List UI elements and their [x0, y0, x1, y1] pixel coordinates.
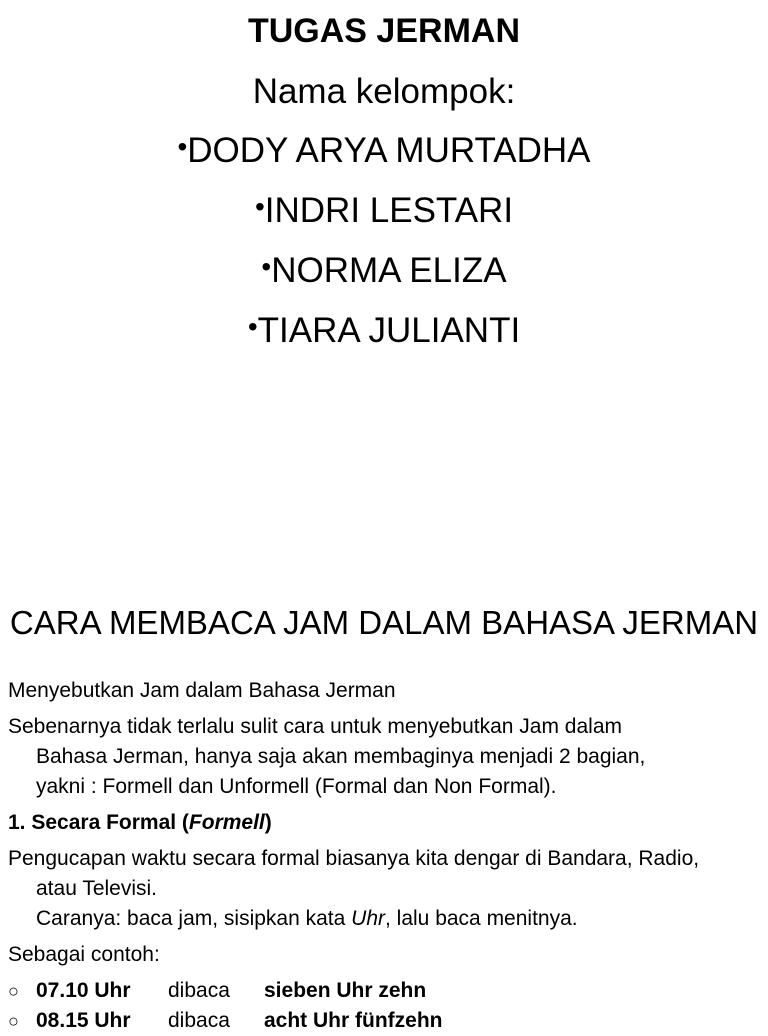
text-line: Bahasa Jerman, hanya saja akan membaginya menjadi 2 bagian, [36, 745, 646, 768]
group-label: Nama kelompok: [252, 72, 516, 111]
member-name: NORMA ELIZA [271, 251, 507, 290]
member-item [0, 191, 768, 231]
paragraph-explanation [8, 712, 764, 802]
slide-title: CARA MEMBACA JAM DALAM BAHASA JERMAN [9, 604, 759, 641]
member-name: DODY ARYA MURTADHA [187, 131, 591, 170]
example-read-label: dibaca [168, 979, 230, 1002]
circle-bullet-icon: ○ [8, 1011, 19, 1031]
member-item [0, 131, 768, 171]
bullet-icon: • [261, 251, 272, 282]
example-words: acht Uhr fünfzehn [264, 1009, 443, 1032]
section-heading [8, 808, 764, 838]
heading-emphasis: Formell [188, 811, 265, 834]
text-emphasis: Uhr [351, 907, 385, 930]
example-row [8, 976, 764, 1006]
member-name: INDRI LESTARI [264, 191, 514, 230]
text-line: atau Televisi. [36, 877, 158, 900]
text-line [8, 904, 764, 934]
text-span: , lalu baca menitnya. [385, 907, 578, 930]
heading-text-end: ) [264, 811, 272, 834]
slide-body [8, 676, 764, 1036]
paragraph-example-intro: Sebagai contoh: [8, 943, 160, 966]
slide-title: TUGAS JERMAN [247, 12, 521, 50]
bullet-icon: • [247, 311, 258, 342]
example-time: 08.15 Uhr [36, 1009, 131, 1032]
paragraph-intro: Menyebutkan Jam dalam Bahasa Jerman [8, 679, 396, 702]
example-time: 07.10 Uhr [36, 979, 131, 1002]
example-row [8, 1006, 764, 1036]
text-line: Pengucapan waktu secara formal biasanya kita dengar di Bandara, Radio, [8, 847, 700, 870]
example-read-label: dibaca [168, 1009, 230, 1032]
text-span: Caranya: baca jam, sisipkan kata [36, 907, 352, 930]
slide-2 [0, 575, 768, 1032]
member-name: TIARA JULIANTI [257, 311, 521, 350]
bullet-icon: • [254, 191, 265, 222]
text-line: yakni : Formell dan Unformell (Formal dan Non Formal). [36, 775, 557, 798]
bullet-icon: • [177, 131, 188, 162]
member-item [0, 251, 768, 291]
paragraph-formal [8, 844, 764, 934]
circle-bullet-icon: ○ [8, 981, 19, 1001]
text-line: Sebenarnya tidak terlalu sulit cara untuk menyebutkan Jam dalam [8, 715, 623, 738]
member-item [0, 311, 768, 351]
example-words: sieben Uhr zehn [264, 979, 427, 1002]
heading-text: 1. Secara Formal ( [8, 811, 189, 834]
